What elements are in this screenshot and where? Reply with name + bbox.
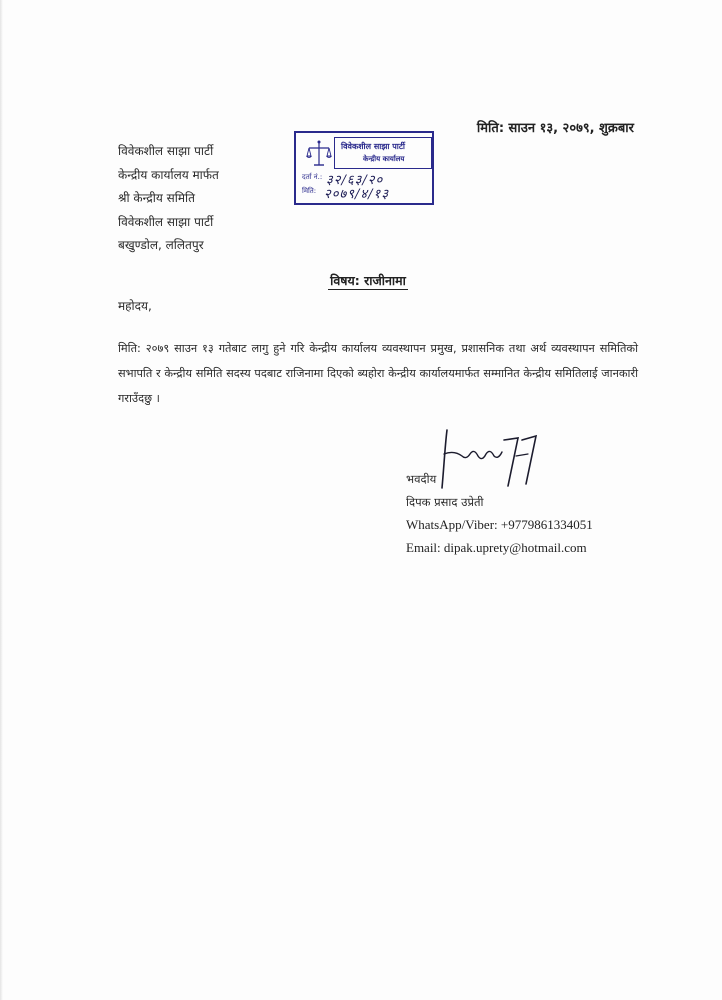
- recipient-line: केन्द्रीय कार्यालय मार्फत: [118, 167, 219, 182]
- stamp-reg-label: दर्ता नं.:: [302, 173, 323, 181]
- scales-of-justice-icon: [306, 139, 332, 169]
- subject-label: विषय:: [330, 273, 360, 288]
- recipient-address: [118, 140, 219, 258]
- sender-phone: WhatsApp/Viber: +9779861334051: [406, 517, 593, 532]
- recipient-line: विवेकशील साझा पार्टी: [118, 144, 214, 158]
- stamp-office: केन्द्रीय कार्यालय: [363, 155, 405, 163]
- stamp-date-value: २०७९/४/१३: [324, 187, 390, 202]
- salutation: महोदय,: [118, 299, 152, 313]
- letter-body: मिति: २०७९ साउन १३ गतेबाट लागु हुने गरि केन्द्रीय कार्यालय व्यवस्थापन प्रमुख, प्रशासनिक तथा अर्थ व्यवस्थापन समितिको सभापति र केन्द्रीय समिति सदस्य पदबाट राजिनामा दिएको ब्यहोरा केन्द्रीय कार्यालयमार्फत सम्मानित केन्द्रीय समितिलाई जानकारी गराउँदछु ।: [118, 342, 638, 405]
- stamp-header-box: [334, 137, 432, 169]
- sender-email: Email: dipak.uprety@hotmail.com: [406, 540, 587, 555]
- stamp-reg-value: ३२/६३/२०: [326, 173, 384, 188]
- subject-text: राजीनामा: [364, 273, 406, 288]
- handwritten-signature: [440, 426, 540, 496]
- recipient-line: बखुण्डोल, ललितपुर: [118, 238, 204, 252]
- stamp-organization: विवेकशील साझा पार्टी: [341, 142, 405, 151]
- scan-edge: [0, 0, 3, 1000]
- letter-date: मिति: साउन १३, २०७९, शुक्रबार: [476, 121, 634, 136]
- recipient-line: विवेकशील साझा पार्टी: [118, 214, 214, 229]
- stamp-date-label: मिति:: [302, 187, 317, 195]
- office-receipt-stamp: [294, 131, 434, 205]
- subject-line: [0, 272, 722, 289]
- closing: भवदीय: [406, 472, 437, 486]
- recipient-line: श्री केन्द्रीय समिति: [118, 191, 195, 205]
- sender-name: दिपक प्रसाद उप्रेती: [406, 495, 484, 509]
